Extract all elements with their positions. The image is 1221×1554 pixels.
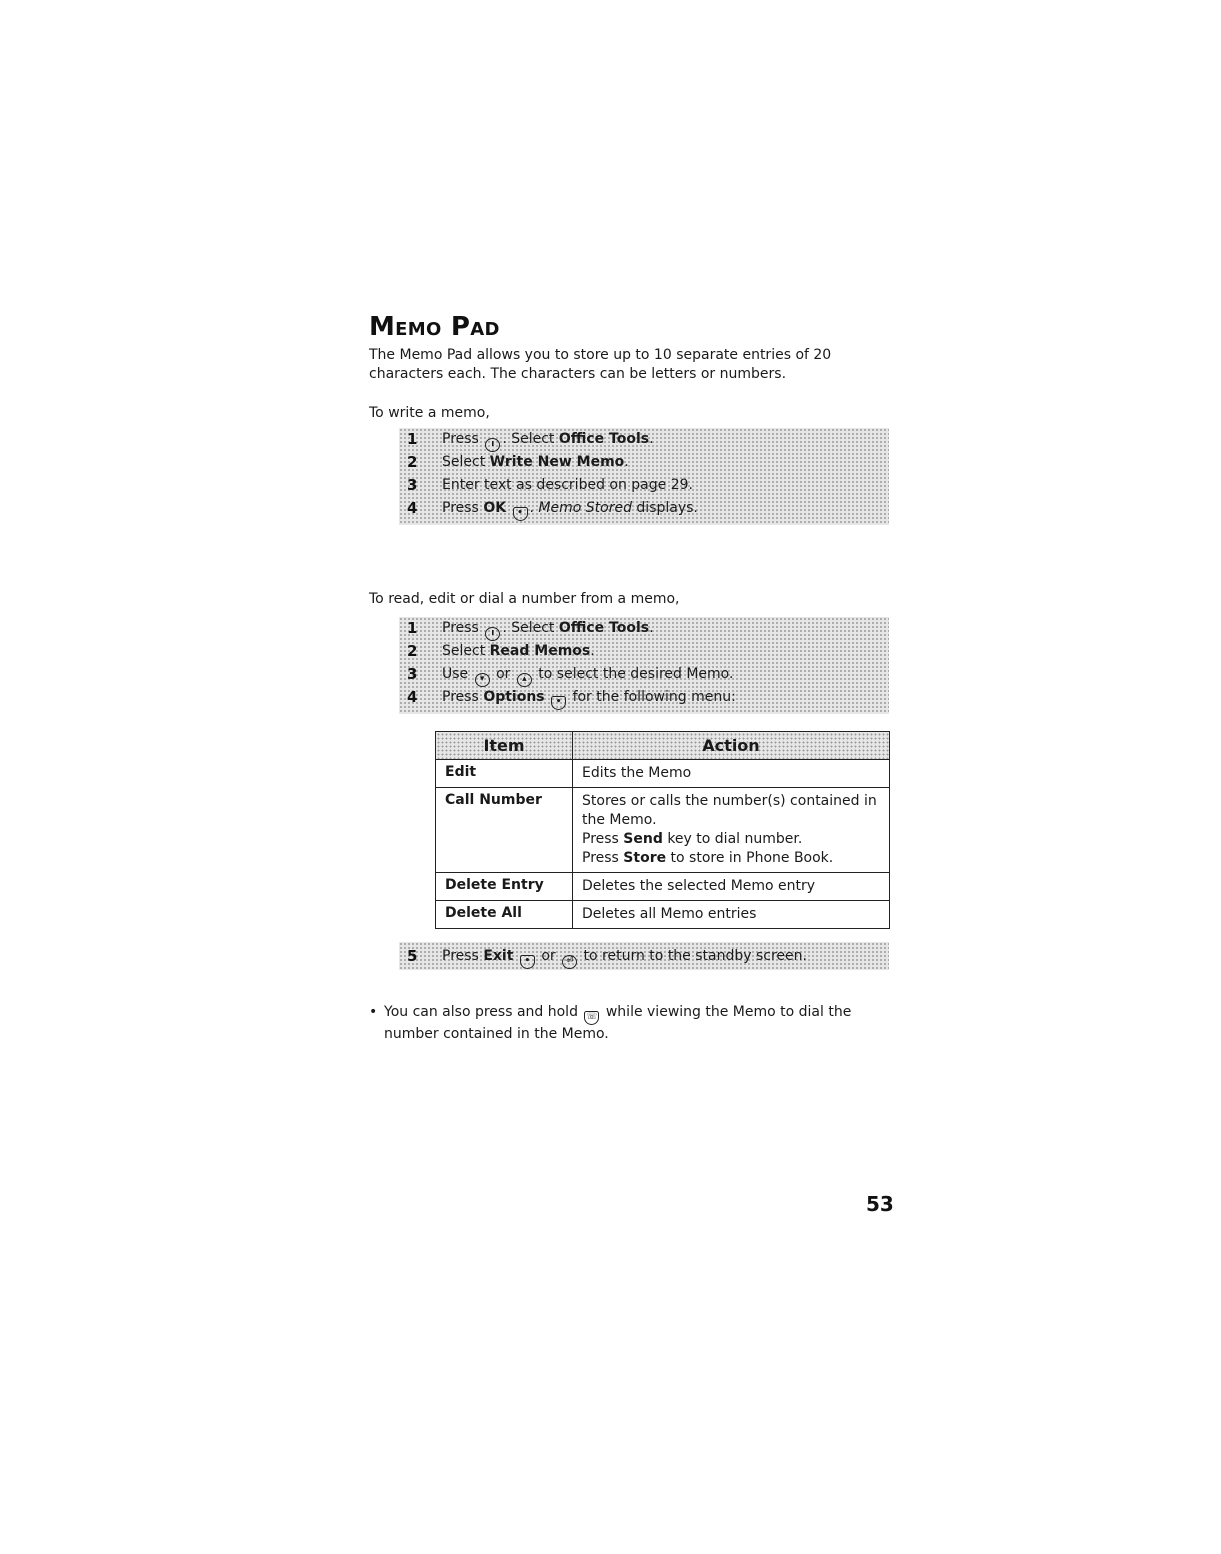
step-text: Select: [442, 454, 486, 470]
step-text: Press: [442, 689, 479, 705]
step-2: 2 Select Read Memos.: [399, 640, 889, 663]
read-memo-lead: To read, edit or dial a number from a memo,: [369, 591, 680, 607]
page-number: 53: [866, 1192, 894, 1216]
memo-options-table: [435, 731, 890, 929]
key-term: Send: [623, 831, 663, 847]
step-number: 3: [407, 665, 418, 683]
menu-term: Office Tools: [558, 431, 650, 447]
action-line: Press Send key to dial number.: [582, 831, 803, 847]
menu-term: Options: [483, 689, 545, 705]
step-3: 3 Use ▾ or ▴ to select the desired Memo.: [399, 663, 889, 686]
step-text: Press: [442, 948, 479, 964]
menu-term: Office Tools: [558, 620, 650, 636]
row-action: Edits the Memo: [573, 760, 890, 788]
right-softkey-icon: •: [520, 955, 535, 969]
key-term: Store: [623, 850, 667, 866]
table-row: [436, 788, 890, 873]
up-key-icon: ▴: [517, 673, 532, 687]
step-number: 1: [407, 619, 418, 637]
step-number: 5: [407, 947, 418, 965]
table-header-row: [436, 732, 890, 760]
row-item: Delete Entry: [436, 873, 573, 901]
intro-paragraph: The Memo Pad allows you to store up to 10 separate entries of 20 characters each. The characters can be letters or numbers.: [369, 347, 832, 382]
action-line: Stores or calls the number(s) contained in the Memo.: [582, 793, 877, 828]
row-action: [573, 788, 890, 873]
step-4: 4 Press Options • for the following menu:: [399, 686, 889, 709]
step-4: 4 Press OK • . Memo Stored displays.: [399, 497, 889, 520]
write-memo-lead: To write a memo,: [369, 405, 490, 421]
row-item: Call Number: [436, 788, 573, 873]
step-number: 1: [407, 430, 418, 448]
page-title: Memo Pad: [369, 312, 500, 342]
column-header-item: Item: [436, 732, 573, 760]
table-row: [436, 760, 890, 788]
send-key-icon: ☏: [584, 1011, 599, 1025]
step-number: 4: [407, 688, 418, 706]
row-action: Deletes the selected Memo entry: [573, 873, 890, 901]
step-1: 1 Press ı . Select Office Tools.: [399, 428, 889, 451]
menu-key-icon: ı: [485, 438, 500, 452]
menu-term: Exit: [483, 948, 514, 964]
bullet-dot: •: [369, 1004, 378, 1020]
step-text: Press: [442, 500, 479, 516]
step-text: Press: [442, 620, 479, 636]
row-item: Delete All: [436, 901, 573, 929]
row-action: Deletes all Memo entries: [573, 901, 890, 929]
display-message: Memo Stored: [538, 500, 632, 516]
step-1: 1 Press ı . Select Office Tools.: [399, 617, 889, 640]
menu-key-icon: ı: [485, 627, 500, 641]
step-text: Press: [442, 431, 479, 447]
step-number: 2: [407, 453, 418, 471]
step-number: 3: [407, 476, 418, 494]
down-key-icon: ▾: [475, 673, 490, 687]
column-header-action: Action: [573, 732, 890, 760]
step-number: 2: [407, 642, 418, 660]
end-key-icon: ⏎: [562, 955, 577, 969]
read-memo-steps: [399, 617, 889, 714]
write-memo-steps: [399, 428, 889, 525]
bullet-note: • You can also press and hold ☏ while viewing the Memo to dial the number contained in the Memo.: [369, 1004, 852, 1042]
step-2: 2 Select Write New Memo.: [399, 451, 889, 474]
table-row: [436, 901, 890, 929]
step-text: Use: [442, 666, 469, 682]
left-softkey-icon: •: [513, 507, 528, 521]
exit-step: [399, 942, 889, 970]
step-3: [399, 474, 889, 497]
row-item: Edit: [436, 760, 573, 788]
menu-term: Write New Memo: [489, 454, 625, 470]
step-text: Select: [442, 643, 486, 659]
table-row: [436, 873, 890, 901]
action-line: Press Store to store in Phone Book.: [582, 850, 834, 866]
step-text: Enter text as described on page 29.: [442, 477, 693, 493]
step-5: 5 Press Exit • or ⏎ to return to the standby screen.: [399, 942, 889, 970]
menu-term: OK: [483, 500, 507, 516]
right-softkey-icon: •: [551, 696, 566, 710]
step-text: . Select: [502, 431, 555, 447]
menu-term: Read Memos: [489, 643, 591, 659]
step-number: 4: [407, 499, 418, 517]
